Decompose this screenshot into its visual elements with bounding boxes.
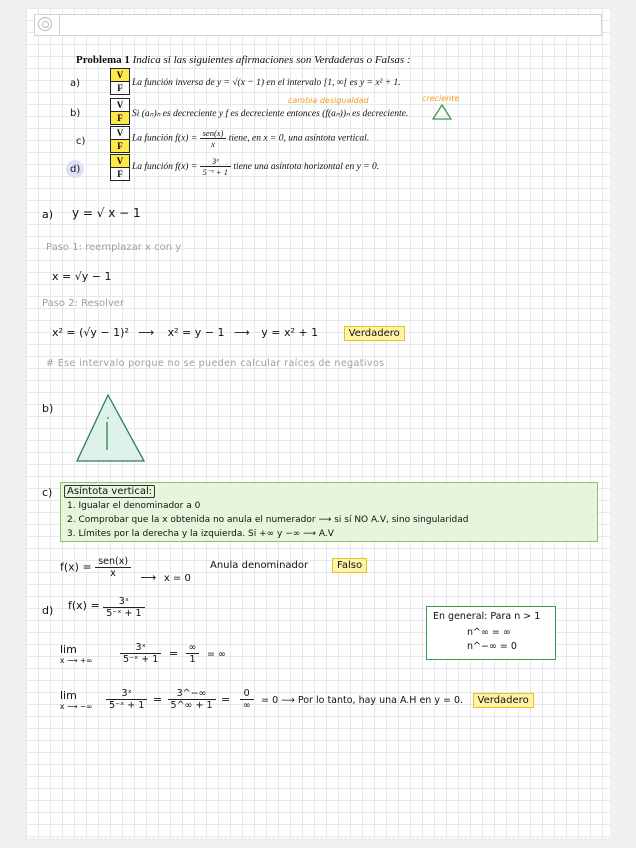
item-c-frac-num: sen(x): [200, 128, 227, 139]
vf-box-b: [110, 98, 130, 125]
limit-1-fraction-2: [186, 642, 200, 665]
solution-b-label: b): [42, 402, 54, 415]
limit-2-num3: 0: [240, 688, 254, 700]
triangle-drawing-icon: [74, 392, 148, 464]
limit-1-num2: ∞: [186, 642, 200, 654]
app-logo-icon[interactable]: [38, 17, 52, 31]
rule-step-2: 2. Comprobar que la x obtenida no anula el numerador ⟶ si sí NO A.V, sino singularidad: [67, 515, 469, 525]
solution-a-answer: Verdadero: [344, 326, 405, 341]
f-option[interactable]: F: [110, 82, 130, 95]
problem-header: [76, 54, 411, 66]
solution-a-step2: Paso 2: Resolver: [42, 298, 125, 309]
arrow-icon: ⟶: [140, 570, 157, 584]
solution-d-answer: Verdadero: [473, 693, 534, 708]
item-b-label: b): [70, 108, 81, 119]
solution-d-label: d): [42, 604, 54, 617]
v-option[interactable]: V: [110, 154, 130, 168]
limit-1-sub: x ⟶ +∞: [60, 655, 93, 665]
limit-2-fraction: [106, 688, 147, 711]
limit-2-operator: [60, 689, 93, 711]
solution-a-eq2: x = √y − 1: [52, 270, 112, 283]
solution-c-frac-den: x: [110, 568, 116, 579]
vf-box-a: [110, 68, 130, 95]
limit-1-label: lim: [60, 642, 77, 656]
solution-c-fraction: [95, 556, 131, 579]
item-d-fraction: [200, 156, 231, 178]
limit-2-den3: ∞: [242, 700, 251, 711]
toolbar-divider: [59, 15, 60, 35]
limit-minus-infinity: [60, 688, 534, 711]
solution-a-eq3b: x² = y − 1: [167, 326, 225, 339]
item-d-text: [132, 156, 379, 178]
general-rule-line2: n^−∞ = 0: [467, 641, 517, 652]
f-option[interactable]: F: [110, 168, 130, 181]
general-rule-line1: n^∞ = ∞: [467, 627, 511, 638]
solution-a-label: a): [42, 208, 54, 221]
solution-c-eq: [60, 556, 191, 584]
solution-d-frac-num: 3ˣ: [103, 596, 144, 608]
item-d-label: d): [70, 164, 81, 175]
solution-a-step1: Paso 1: reemplazar x con y: [46, 242, 182, 253]
limit-2-label: lim: [60, 688, 77, 702]
rules-box-title: Asíntota vertical:: [64, 485, 155, 498]
rule-step-3: 3. Límites por la derecha y la izquierda. Si +∞ y −∞ ⟶ A.V: [67, 529, 334, 539]
item-c-fraction: [200, 128, 227, 149]
limit-2-result: = 0 ⟶ Por lo tanto, hay una A.H en y = 0.: [261, 694, 464, 706]
solution-c-note: Anula denominador: [210, 560, 309, 571]
solution-a-eq3: [52, 326, 405, 339]
limit-1-num: 3ˣ: [120, 642, 161, 654]
solution-d-frac-den: 5⁻ˣ + 1: [106, 608, 142, 619]
v-option[interactable]: V: [110, 98, 130, 112]
solution-c-x0: x = 0: [163, 572, 191, 584]
green-triangle-icon: [432, 104, 452, 120]
v-option[interactable]: V: [110, 126, 130, 140]
notebook-page: [26, 8, 610, 838]
problem-title: Problema 1: [76, 54, 130, 66]
limit-2-fraction-2: [168, 688, 216, 711]
asymptote-rules-box: [60, 482, 598, 542]
arrow-icon: ⟶: [138, 326, 155, 339]
problem-instruction: Indica si las siguientes afirmaciones son Verdaderas o Falsas :: [132, 54, 411, 66]
solution-a-eq3a: x² = (√y − 1)²: [52, 326, 129, 339]
solution-c-fx: f(x) =: [60, 560, 92, 574]
limit-1-result: = ∞: [206, 648, 226, 660]
item-d-text-before: La función f(x) =: [132, 162, 198, 173]
limit-2-den2: 5^∞ + 1: [170, 700, 213, 711]
solution-d-fx: [68, 596, 145, 619]
limit-1-den: 5⁻ˣ + 1: [123, 654, 159, 665]
document-toolbar: [34, 14, 602, 36]
item-d-text-after: tiene una asíntota horizontal en y = 0.: [233, 162, 380, 173]
item-d-frac-den: 5⁻ˣ + 1: [202, 167, 228, 177]
item-a-label: a): [70, 78, 81, 89]
f-option[interactable]: F: [110, 112, 130, 125]
item-c-label: c): [76, 136, 86, 147]
solution-a-eq3c: y = x² + 1: [261, 326, 319, 339]
solution-c-label: c): [42, 486, 53, 499]
annotation-creciente: creciente: [422, 94, 460, 103]
solution-d-fraction: [103, 596, 144, 619]
item-b-text: Si (aₙ)ₙ es decreciente y f es decreciente entonces (f(aₙ))ₙ es decreciente.: [132, 109, 409, 119]
solution-a-eq1: y = √ x − 1: [72, 206, 141, 220]
rule-step-1: 1. Igualar el denominador a 0: [67, 501, 201, 511]
f-option[interactable]: F: [110, 140, 130, 153]
solution-d-fx-lhs: f(x) =: [68, 598, 100, 612]
limit-2-fraction-3: [240, 688, 254, 711]
item-a-text: La función inversa de y = √(x − 1) en el intervalo [1, ∞[ es y = x² + 1.: [132, 78, 401, 88]
solution-a-note: # Ese intervalo porque no se pueden calcular raíces de negativos: [46, 358, 385, 369]
item-c-text-before: La función f(x) =: [132, 133, 198, 144]
solution-c-frac-num: sen(x): [95, 556, 131, 568]
arrow-icon: ⟶: [234, 326, 250, 339]
limit-2-num2: 3^−∞: [168, 688, 216, 700]
solution-c-answer: Falso: [332, 558, 367, 573]
limit-1-den2: 1: [189, 654, 196, 665]
limit-2-eq-2: =: [221, 692, 231, 706]
limit-2-eq: =: [152, 692, 163, 706]
v-option[interactable]: V: [110, 68, 130, 82]
annotation-cambia-desigualdad: cambia desigualdad: [288, 96, 369, 105]
limit-2-den: 5⁻ˣ + 1: [109, 700, 145, 711]
item-c-frac-den: x: [211, 139, 215, 149]
limit-1-fraction: [120, 642, 161, 665]
vf-box-c: [110, 126, 130, 153]
item-c-text: [132, 128, 369, 149]
limit-1-operator: [60, 643, 93, 665]
general-rule-title: En general: Para n > 1: [433, 611, 541, 622]
vf-box-d: [110, 154, 130, 181]
limit-2-sub: x ⟶ −∞: [60, 701, 93, 711]
item-c-text-after: tiene, en x = 0, una asíntota vertical.: [228, 133, 370, 144]
general-rule-box: [426, 606, 556, 660]
limit-plus-infinity: [60, 642, 226, 665]
limit-1-eq: =: [168, 646, 179, 660]
item-d-frac-num: 3ˣ: [200, 156, 231, 167]
limit-2-num: 3ˣ: [106, 688, 147, 700]
